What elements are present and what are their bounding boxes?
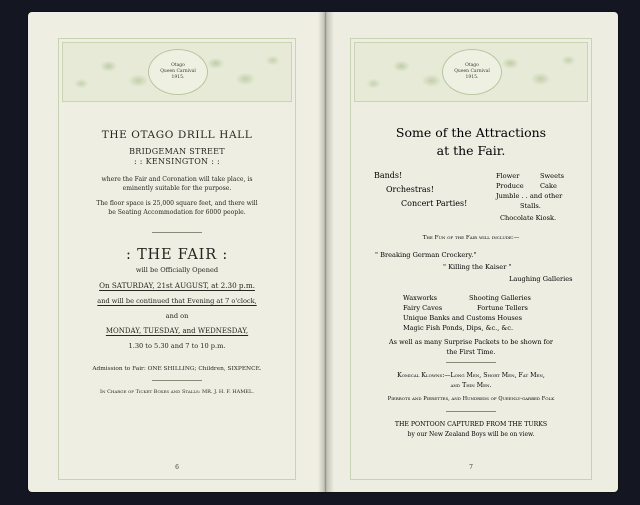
pierrots-line: Pierrots and Pierettes, and Hundreds of Queenly-garbed Folk	[387, 396, 555, 402]
medallion-line-1: Otago	[465, 63, 479, 68]
left-page	[28, 12, 326, 492]
charge-line: In Charge of Ticket Boxes and Stalls: MR. J. H. F. HAMEL.	[100, 389, 254, 395]
carnival-medallion	[442, 49, 502, 95]
stall-sweets: Sweets	[540, 172, 564, 180]
packets-line-2: the First Time.	[446, 348, 496, 356]
and-on-line: and on	[165, 312, 189, 320]
hours-line: 1.30 to 5.30 and 7 to 10 p.m.	[128, 342, 226, 350]
stall-jumble: Jumble . . and other	[496, 192, 563, 200]
attraction-caves: Fairy Caves	[403, 304, 443, 312]
right-page	[326, 12, 618, 492]
right-page-frame	[350, 38, 592, 480]
medallion-line-3: 1915.	[171, 75, 185, 80]
attraction-banks: Unique Banks and Customs Houses	[403, 314, 523, 322]
packets-line-1: As well as many Surprise Packets to be shown for	[388, 338, 554, 346]
days-line: MONDAY, TUESDAY, and WEDNESDAY,	[105, 327, 249, 335]
opening-date: On SATURDAY, 21st AUGUST, at 2.30 p.m.	[99, 281, 255, 290]
klowns-line-1: Komical Klowns:—Long Men, Short Men, Fat Men,	[397, 372, 545, 379]
klowns-line-2: and Thin Men.	[450, 382, 492, 389]
venue-para-1b: eminently suitable for the purpose.	[122, 185, 232, 192]
stall-cake: Cake	[540, 182, 557, 190]
attraction-crockery: " Breaking German Crockery."	[375, 251, 477, 259]
attraction-laughing: Laughing Galleries	[509, 275, 573, 283]
pontoon-line: THE PONTOON CAPTURED FROM THE TURKS	[394, 421, 548, 428]
venue-para-2b: be Seating Accommodation for 6000 people.	[108, 209, 246, 216]
medallion-line-3: 1915.	[465, 75, 479, 80]
divider	[446, 362, 496, 363]
left-content	[59, 107, 295, 395]
orchestras-line: Orchestras!	[386, 185, 434, 194]
street-line: BRIDGEMAN STREET	[129, 147, 225, 156]
stall-produce: Produce	[496, 182, 524, 190]
medallion-line-2: Queen Carnival	[454, 69, 490, 74]
fair-title: : THE FAIR :	[125, 247, 229, 263]
opened-line: will be Officially Opened	[135, 266, 219, 274]
venue-para-2a: The floor space is 25,000 square feet, and there will	[96, 200, 258, 207]
stall-flower: Flower	[496, 172, 520, 180]
attraction-fortune: Fortune Tellers	[477, 304, 528, 312]
ornamental-banner	[62, 42, 292, 102]
venue-para-1a: where the Fair and Coronation will take place, is	[101, 176, 253, 183]
stall-label: Stalls.	[520, 202, 541, 210]
chocolate-kiosk: Chocolate Kiosk.	[500, 214, 557, 222]
attractions-title-1: Some of the Attractions	[395, 125, 547, 140]
attraction-waxworks: Waxworks	[403, 294, 437, 302]
carnival-medallion	[148, 49, 208, 95]
suburb-line: : : KENSINGTON : :	[133, 157, 221, 166]
bands-line: Bands!	[374, 171, 403, 180]
attraction-shooting: Shooting Galleries	[469, 294, 531, 302]
continued-line: and will be continued that Evening at 7 o'clock,	[97, 297, 257, 305]
divider	[152, 380, 202, 381]
admission-line: Admission to Fair: ONE SHILLING; Children, SIXPENCE.	[92, 366, 262, 372]
attraction-kaiser: " Killing the Kaiser "	[443, 263, 512, 271]
ornamental-banner	[354, 42, 588, 102]
attractions-title-2: at the Fair.	[436, 143, 506, 158]
boys-line: by our New Zealand Boys will be on view.	[407, 431, 535, 438]
fun-intro: The Fun of the Fair will include:—	[422, 235, 520, 241]
attraction-magic: Magic Fish Ponds, Dips, &c., &c.	[403, 324, 514, 332]
concerts-line: Concert Parties!	[401, 199, 468, 208]
divider	[152, 232, 202, 233]
drill-hall-title: THE OTAGO DRILL HALL	[101, 129, 253, 141]
left-page-frame	[58, 38, 296, 480]
book-gutter	[318, 12, 334, 492]
divider	[446, 411, 496, 412]
medallion-line-2: Queen Carnival	[160, 69, 196, 74]
page-number: 6	[175, 464, 179, 471]
medallion-line-1: Otago	[171, 63, 185, 68]
page-number: 7	[469, 464, 473, 471]
